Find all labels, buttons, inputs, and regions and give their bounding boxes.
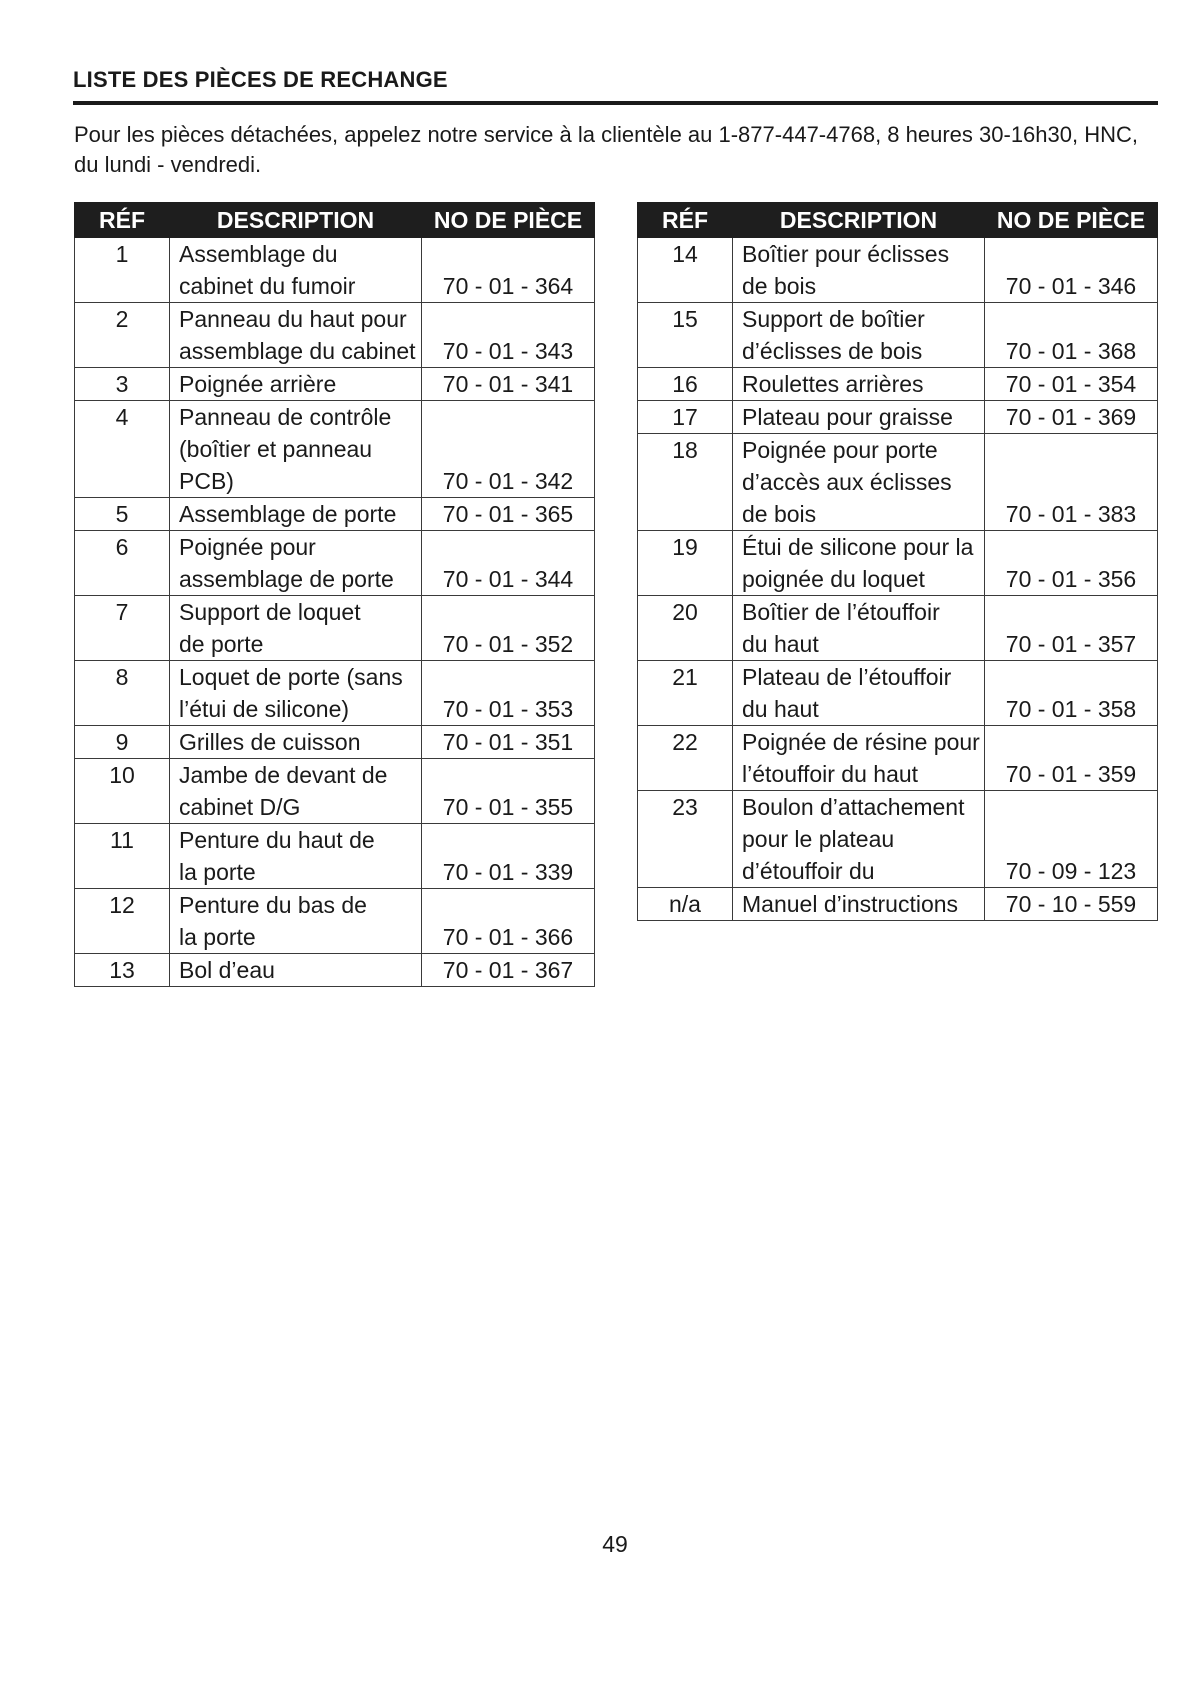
description-header: DESCRIPTION xyxy=(733,203,985,238)
part-number-cell: 70 - 01 - 368 xyxy=(985,303,1158,368)
table-row xyxy=(638,401,1158,434)
description-cell: Boulon d’attachement pour le plateau d’étouffoir du xyxy=(733,791,985,888)
ref-cell: 6 xyxy=(75,531,170,596)
ref-cell: 22 xyxy=(638,726,733,791)
part-number-cell: 70 - 01 - 364 xyxy=(422,238,595,303)
description-cell: Assemblage du cabinet du fumoir xyxy=(170,238,422,303)
table-row xyxy=(75,954,595,987)
table-row xyxy=(75,889,595,954)
ref-cell: 13 xyxy=(75,954,170,987)
ref-cell: 7 xyxy=(75,596,170,661)
description-cell: Panneau du haut pour assemblage du cabinet xyxy=(170,303,422,368)
part-number-header: NO DE PIÈCE xyxy=(985,203,1158,238)
part-number-cell: 70 - 01 - 383 xyxy=(985,434,1158,531)
description-cell: Poignée de résine pour l’étouffoir du haut xyxy=(733,726,985,791)
ref-cell: 23 xyxy=(638,791,733,888)
description-cell: Penture du bas de la porte xyxy=(170,889,422,954)
description-cell: Manuel d’instructions xyxy=(733,888,985,921)
ref-cell: 4 xyxy=(75,401,170,498)
part-number-cell: 70 - 01 - 344 xyxy=(422,531,595,596)
description-cell: Boîtier de l’étouffoir du haut xyxy=(733,596,985,661)
part-number-cell: 70 - 01 - 369 xyxy=(985,401,1158,434)
ref-cell: 11 xyxy=(75,824,170,889)
part-number-cell: 70 - 01 - 342 xyxy=(422,401,595,498)
part-number-cell: 70 - 01 - 357 xyxy=(985,596,1158,661)
part-number-cell: 70 - 01 - 341 xyxy=(422,368,595,401)
description-cell: Support de boîtier d’éclisses de bois xyxy=(733,303,985,368)
table-row xyxy=(75,824,595,889)
part-number-cell: 70 - 01 - 353 xyxy=(422,661,595,726)
part-number-cell: 70 - 01 - 358 xyxy=(985,661,1158,726)
table-row xyxy=(638,726,1158,791)
ref-cell: 9 xyxy=(75,726,170,759)
ref-cell: 2 xyxy=(75,303,170,368)
ref-cell: 18 xyxy=(638,434,733,531)
table-row xyxy=(638,238,1158,303)
part-number-cell: 70 - 01 - 367 xyxy=(422,954,595,987)
description-cell: Poignée pour assemblage de porte xyxy=(170,531,422,596)
part-number-cell: 70 - 01 - 365 xyxy=(422,498,595,531)
part-number-cell: 70 - 01 - 352 xyxy=(422,596,595,661)
part-number-cell: 70 - 01 - 366 xyxy=(422,889,595,954)
ref-cell: 3 xyxy=(75,368,170,401)
title-divider xyxy=(73,101,1158,105)
table-row xyxy=(75,596,595,661)
table-row xyxy=(75,759,595,824)
ref-cell: 5 xyxy=(75,498,170,531)
parts-table-right xyxy=(637,202,1158,921)
description-cell: Plateau de l’étouffoir du haut xyxy=(733,661,985,726)
table-row xyxy=(75,401,595,498)
description-cell: Poignée arrière xyxy=(170,368,422,401)
description-cell: Support de loquet de porte xyxy=(170,596,422,661)
table-row xyxy=(638,661,1158,726)
description-cell: Loquet de porte (sans l’étui de silicone) xyxy=(170,661,422,726)
ref-header: RÉF xyxy=(75,203,170,238)
table-row xyxy=(638,368,1158,401)
table-row xyxy=(75,531,595,596)
part-number-cell: 70 - 01 - 351 xyxy=(422,726,595,759)
part-number-cell: 70 - 01 - 356 xyxy=(985,531,1158,596)
description-cell: Étui de silicone pour la poignée du loquet xyxy=(733,531,985,596)
ref-header: RÉF xyxy=(638,203,733,238)
part-number-cell: 70 - 01 - 354 xyxy=(985,368,1158,401)
ref-cell: 10 xyxy=(75,759,170,824)
ref-cell: 20 xyxy=(638,596,733,661)
table-row xyxy=(638,596,1158,661)
ref-cell: 21 xyxy=(638,661,733,726)
table-header-row xyxy=(75,203,595,238)
ref-cell: 16 xyxy=(638,368,733,401)
part-number-cell: 70 - 10 - 559 xyxy=(985,888,1158,921)
table-row xyxy=(75,726,595,759)
ref-cell: 1 xyxy=(75,238,170,303)
table-row xyxy=(75,661,595,726)
ref-cell: 17 xyxy=(638,401,733,434)
ref-cell: 19 xyxy=(638,531,733,596)
ref-cell: n/a xyxy=(638,888,733,921)
ref-cell: 12 xyxy=(75,889,170,954)
part-number-cell: 70 - 01 - 355 xyxy=(422,759,595,824)
description-cell: Panneau de contrôle (boîtier et panneau PCB) xyxy=(170,401,422,498)
table-row xyxy=(638,531,1158,596)
part-number-cell: 70 - 01 - 359 xyxy=(985,726,1158,791)
description-cell: Grilles de cuisson xyxy=(170,726,422,759)
table-row xyxy=(75,303,595,368)
part-number-cell: 70 - 01 - 339 xyxy=(422,824,595,889)
table-row xyxy=(75,368,595,401)
table-row xyxy=(638,888,1158,921)
description-cell: Jambe de devant de cabinet D/G xyxy=(170,759,422,824)
part-number-cell: 70 - 01 - 346 xyxy=(985,238,1158,303)
table-row xyxy=(638,303,1158,368)
description-cell: Assemblage de porte xyxy=(170,498,422,531)
description-cell: Plateau pour graisse xyxy=(733,401,985,434)
table-row xyxy=(638,791,1158,888)
part-number-cell: 70 - 09 - 123 xyxy=(985,791,1158,888)
table-row xyxy=(638,434,1158,531)
description-cell: Boîtier pour éclisses de bois xyxy=(733,238,985,303)
table-row xyxy=(75,498,595,531)
intro-text: Pour les pièces détachées, appelez notre service à la clientèle au 1-877-447-4768, 8 heures 30-16h30, HNC, du lundi - vendredi. xyxy=(74,122,1138,177)
parts-table-left xyxy=(74,202,595,987)
description-cell: Bol d’eau xyxy=(170,954,422,987)
description-cell: Roulettes arrières xyxy=(733,368,985,401)
table-header-row xyxy=(638,203,1158,238)
description-cell: Penture du haut de la porte xyxy=(170,824,422,889)
ref-cell: 15 xyxy=(638,303,733,368)
table-row xyxy=(75,238,595,303)
description-cell: Poignée pour porte d’accès aux éclisses de bois xyxy=(733,434,985,531)
part-number-header: NO DE PIÈCE xyxy=(422,203,595,238)
ref-cell: 8 xyxy=(75,661,170,726)
ref-cell: 14 xyxy=(638,238,733,303)
description-header: DESCRIPTION xyxy=(170,203,422,238)
part-number-cell: 70 - 01 - 343 xyxy=(422,303,595,368)
page-number: 49 xyxy=(602,1531,628,1557)
page-title: LISTE DES PIÈCES DE RECHANGE xyxy=(73,67,448,92)
